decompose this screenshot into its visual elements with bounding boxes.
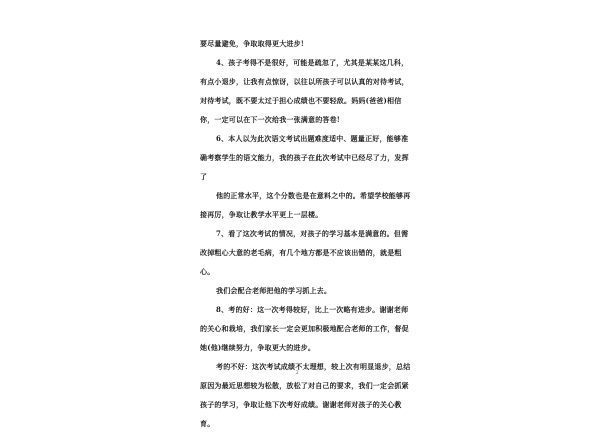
paragraph-intro-end: 要尽量避免，争取取得更大进步! [200, 39, 305, 48]
paragraph-item-7-continued: 我们会配合老师把他的学习抓上去。 [216, 286, 332, 295]
paragraph-item-8-good: 8、考的好：这一次考得较好，比上一次略有进步。谢谢老师的关心和栽培，我们家长一定会更加积极地配合老师的工作，督促她(他)继续努力，争取更大的进步。 [200, 305, 409, 352]
page-number: 2 [296, 370, 299, 375]
paragraph-item-7: 7、看了这次考试的情况，对孩子的学习基本是满意的。但需改掉粗心大意的老毛病，有几个地方都是不应该出错的，就是粗心。 [200, 229, 409, 276]
paragraph-item-4: 4、孩子考得不是很好，可能是疏忽了，尤其是某某这几科，有点小退步，让我有点惊讶，以往以所孩子可以认真的对待考试，对待考试，既不要太过于担心成绩也不要轻敌。妈妈(爸爸)相信你，一定可以在下一次给我一张满意的答卷! [200, 58, 409, 124]
paragraph-item-6-continued: 他的正常水平，这个分数也是在意料之中的。希望学校能够再接再厉，争取让教学水平更上一层楼。 [200, 191, 411, 219]
document-page [200, 34, 412, 433]
paragraph-item-8-bad: 考的不好：这次考试成绩不太理想，较上次有明显退步，总结原因为最近思想较为松散，放松了对自己的要求，我们一定会抓紧孩子的学习，争取让他下次考好成绩。谢谢老师对孩子的关心教育。 [200, 362, 411, 428]
paragraph-item-6: 6、本人以为此次语文考试出题难度适中、题量正好，能够准确考察学生的语文能力，我的孩子在此次考试中已经尽了力，发挥了 [200, 134, 409, 181]
